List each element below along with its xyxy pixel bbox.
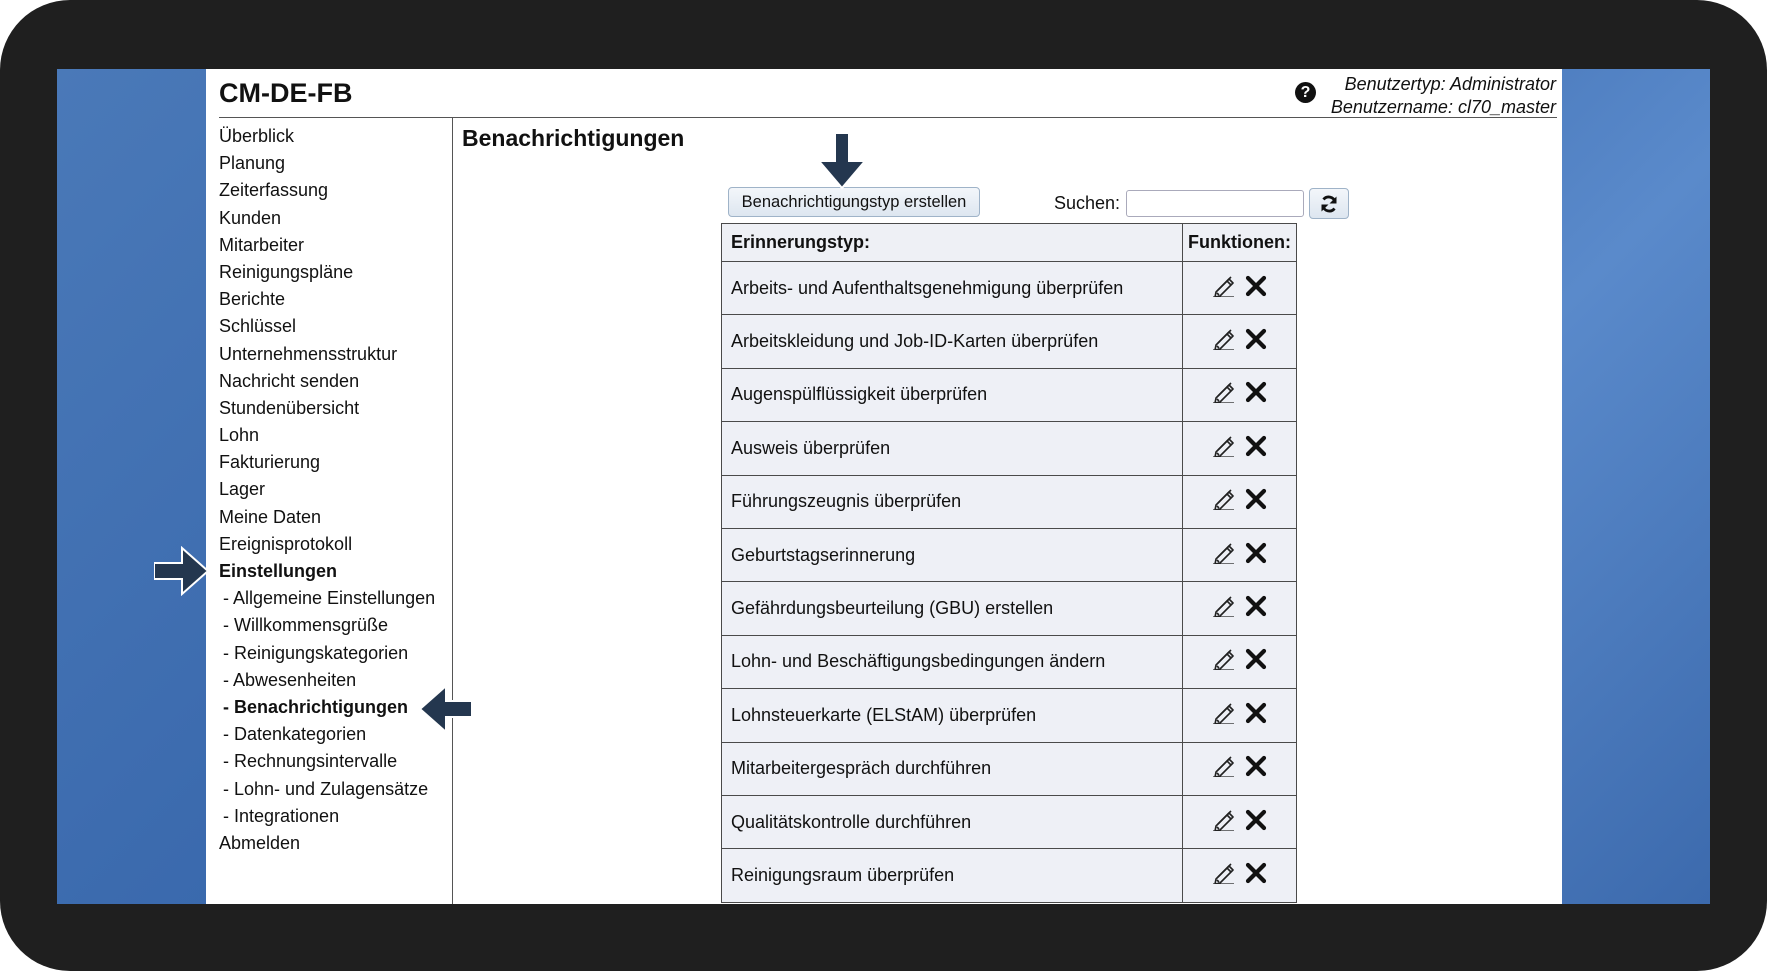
x-icon[interactable] [1245,542,1267,569]
functions-cell [1183,689,1297,742]
pencil-icon[interactable] [1212,275,1236,302]
reminder-type-cell: Gefährdungsbeurteilung (GBU) erstellen [722,582,1183,635]
sidebar-item-schluessel[interactable]: Schlüssel [219,316,297,337]
pencil-icon[interactable] [1212,328,1236,355]
reminder-type-cell: Augenspülflüssigkeit überprüfen [722,368,1183,421]
sidebar-item-ueberblick[interactable]: Überblick [219,126,295,146]
functions-cell [1183,262,1297,315]
reminder-type-cell: Führungszeugnis überprüfen [722,475,1183,528]
sidebar-item-zeiterfassung[interactable]: Zeiterfassung [219,180,329,201]
x-icon[interactable] [1245,381,1267,408]
sidebar-item-datenkategorien[interactable]: - Datenkategorien [223,724,367,745]
pencil-icon[interactable] [1212,862,1236,889]
refresh-icon [1319,194,1339,214]
pencil-icon[interactable] [1212,595,1236,622]
reminder-type-cell: Lohn- und Beschäftigungsbedingungen ändern [722,635,1183,688]
table-row [722,528,1297,581]
x-icon[interactable] [1245,702,1267,729]
reminder-type-cell: Mitarbeitergespräch durchführen [722,742,1183,795]
sidebar-item-meine-daten[interactable]: Meine Daten [219,506,322,527]
table-row [722,262,1297,315]
functions-cell [1183,582,1297,635]
sidebar-item-reinigungskategorien[interactable]: - Reinigungskategorien [223,642,409,663]
sidebar [206,117,453,904]
reminder-type-cell: Qualitätskontrolle durchführen [722,795,1183,848]
sidebar-item-stundenuebersicht[interactable]: Stundenübersicht [219,397,360,418]
functions-cell [1183,795,1297,848]
pencil-icon[interactable] [1212,381,1236,408]
x-icon[interactable] [1245,435,1267,462]
table-header-row [722,224,1297,262]
functions-cell [1183,368,1297,421]
reminder-types-table [721,223,1297,903]
table-row [722,368,1297,421]
sidebar-item-lager[interactable]: Lager [219,479,266,500]
user-type: Benutzertyp: Administrator [1344,74,1556,94]
table-row [722,742,1297,795]
x-icon[interactable] [1245,275,1267,302]
reminder-type-cell: Geburtstagserinnerung [722,528,1183,581]
arrow-icon [817,133,867,189]
functions-cell [1183,528,1297,581]
table-row [722,315,1297,368]
reminder-type-cell: Ausweis überprüfen [722,422,1183,475]
sidebar-item-reinigungsplaene[interactable]: Reinigungspläne [219,261,354,282]
search-label: Suchen: [1054,193,1121,213]
x-icon[interactable] [1245,595,1267,622]
page-title: Benachrichtigungen [462,125,685,151]
sidebar-item-kunden[interactable]: Kunden [219,207,282,228]
column-header-reminder-type[interactable]: Erinnerungstyp: [722,224,1183,262]
sidebar-item-mitarbeiter[interactable]: Mitarbeiter [219,234,305,255]
user-info [1331,73,1556,119]
sidebar-item-einstellungen[interactable]: Einstellungen [219,561,338,581]
desktop-screen [57,69,1710,904]
reminder-type-cell: Reinigungsraum überprüfen [722,849,1183,902]
reminder-type-cell: Arbeits- und Aufenthaltsgenehmigung überprüfen [722,262,1183,315]
functions-cell [1183,475,1297,528]
arrow-icon [154,546,210,596]
table-row [722,795,1297,848]
pencil-icon[interactable] [1212,435,1236,462]
sidebar-item-abmelden[interactable]: Abmelden [219,832,301,853]
pencil-icon[interactable] [1212,755,1236,782]
functions-cell [1183,742,1297,795]
x-icon[interactable] [1245,809,1267,836]
user-name: Benutzername: cl70_master [1330,97,1556,117]
functions-cell [1183,849,1297,902]
search-input[interactable] [1126,190,1304,217]
reminder-type-cell: Lohnsteuerkarte (ELStAM) überprüfen [722,689,1183,742]
arrow-icon [418,684,474,734]
pencil-icon[interactable] [1212,702,1236,729]
x-icon[interactable] [1245,328,1267,355]
sidebar-item-lohn[interactable]: Lohn [219,425,260,446]
pencil-icon[interactable] [1212,809,1236,836]
table-row [722,689,1297,742]
x-icon[interactable] [1245,755,1267,782]
sidebar-item-allgemeine-einstellungen[interactable]: - Allgemeine Einstellungen [223,588,436,609]
app-title: CM-DE-FB [219,78,353,108]
table-row [722,475,1297,528]
sidebar-item-nachricht-senden[interactable]: Nachricht senden [219,370,360,391]
pencil-icon[interactable] [1212,542,1236,569]
sidebar-item-berichte[interactable]: Berichte [219,289,286,310]
x-icon[interactable] [1245,862,1267,889]
sidebar-item-willkommensgruesse[interactable]: - Willkommensgrüße [223,615,389,636]
pencil-icon[interactable] [1212,488,1236,515]
sidebar-item-planung[interactable]: Planung [219,153,286,174]
table-row [722,582,1297,635]
sidebar-item-benachrichtigungen[interactable]: - Benachrichtigungen [223,696,409,717]
sidebar-item-ereignisprotokoll[interactable]: Ereignisprotokoll [219,533,353,554]
pencil-icon[interactable] [1212,648,1236,675]
x-icon[interactable] [1245,648,1267,675]
table-row [722,635,1297,688]
table-row [722,849,1297,902]
sidebar-nav [219,123,435,857]
app-page [206,69,1562,904]
refresh-button[interactable] [1309,188,1349,219]
column-header-functions: Funktionen: [1183,224,1297,262]
sidebar-item-rechnungsintervalle[interactable]: - Rechnungsintervalle [223,751,398,772]
x-icon[interactable] [1245,488,1267,515]
help-icon[interactable]: ? [1295,82,1316,103]
sidebar-item-lohn-und-zulagensaetze[interactable]: - Lohn- und Zulagensätze [223,778,429,799]
sidebar-item-integrationen[interactable]: - Integrationen [223,805,340,826]
create-notification-type-button[interactable]: Benachrichtigungstyp erstellen [728,187,980,217]
reminder-type-cell: Arbeitskleidung und Job-ID-Karten überprüfen [722,315,1183,368]
sidebar-item-fakturierung[interactable]: Fakturierung [219,452,321,473]
functions-cell [1183,422,1297,475]
functions-cell [1183,315,1297,368]
sidebar-item-abwesenheiten[interactable]: - Abwesenheiten [223,669,357,690]
functions-cell [1183,635,1297,688]
table-row [722,422,1297,475]
sidebar-item-unternehmensstruktur[interactable]: Unternehmensstruktur [219,343,398,364]
